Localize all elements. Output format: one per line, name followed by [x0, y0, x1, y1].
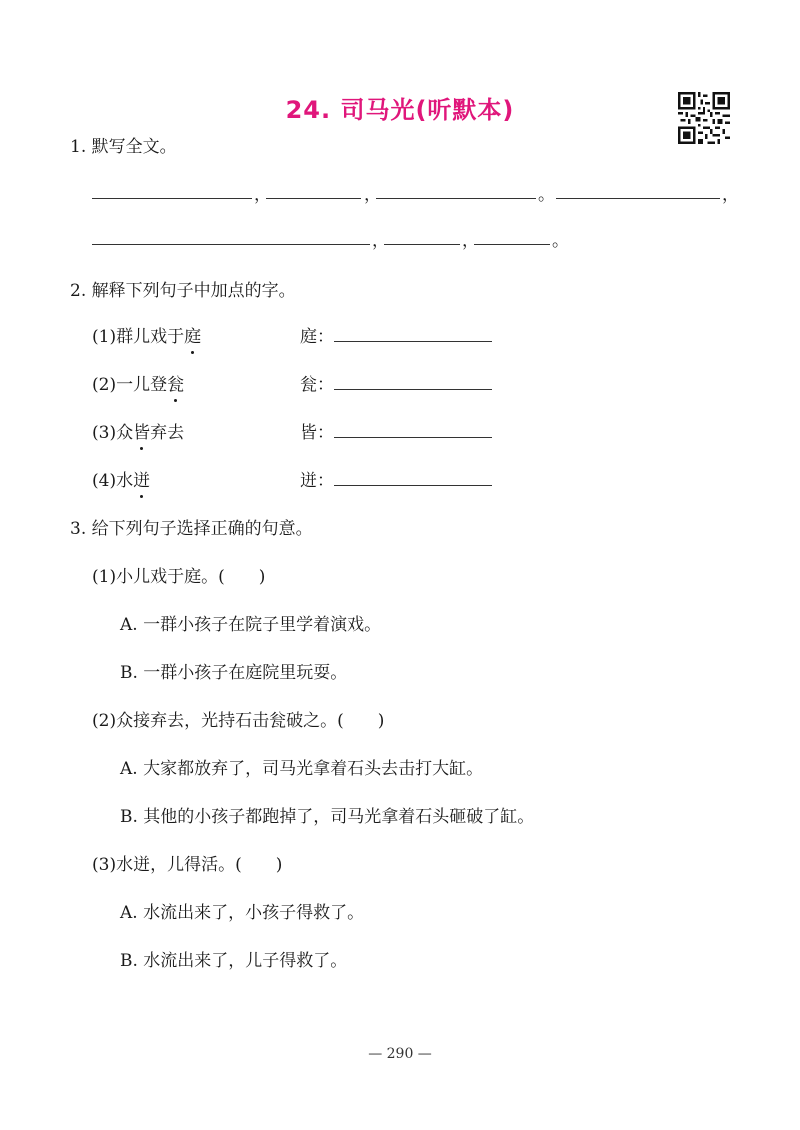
- q3-option-b[interactable]: B. 一群小孩子在庭院里玩耍。: [120, 663, 348, 683]
- q3-option-a[interactable]: A. 一群小孩子在院子里学着演戏。: [120, 615, 382, 635]
- answer-blank[interactable]: [334, 375, 492, 390]
- sentence-text: 一儿登: [116, 375, 168, 395]
- page-number: — 290 —: [368, 1046, 432, 1062]
- q3-sentence[interactable]: (1)小儿戏于庭。( ): [92, 567, 266, 587]
- answer-blank[interactable]: [334, 423, 492, 438]
- punctuation: ，: [254, 185, 271, 205]
- q3-option-a[interactable]: A. 大家都放弃了，司马光拿着石头去击打大缸。: [120, 759, 484, 779]
- punctuation: ，: [722, 185, 739, 205]
- punctuation: 。: [552, 231, 569, 251]
- answer-blank[interactable]: [334, 327, 492, 342]
- question-2-stem: 2. 解释下列句子中加点的字。: [70, 281, 296, 301]
- answer-blank[interactable]: [92, 198, 252, 199]
- q3-option-a[interactable]: A. 水流出来了，小孩子得救了。: [120, 903, 365, 923]
- sentence-text: 众: [116, 423, 134, 443]
- q3-sentence[interactable]: (3)水迸，儿得活。( ): [92, 855, 283, 875]
- sentence-text: 水: [116, 471, 134, 491]
- q3-option-b[interactable]: B. 其他的小孩子都跑掉了，司马光拿着石头砸破了缸。: [120, 807, 535, 827]
- dotted-character: 迸: [133, 466, 150, 491]
- sentence-text: 群儿戏于: [116, 327, 185, 347]
- question-3-stem: 3. 给下列句子选择正确的句意。: [70, 519, 313, 539]
- item-number: (1): [92, 327, 117, 347]
- q2-item-answer: [300, 370, 492, 395]
- punctuation: ，: [462, 231, 479, 251]
- item-number: (4): [92, 471, 117, 491]
- q2-item-answer: [300, 418, 492, 443]
- q3-sentence[interactable]: (2)众接弃去，光持石击瓮破之。( ): [92, 711, 385, 731]
- dotted-character: 庭: [184, 322, 201, 347]
- question-1-stem: 1. 默写全文。: [70, 137, 177, 157]
- qr-code-icon: [678, 92, 730, 144]
- q2-item-answer: [300, 322, 492, 347]
- q2-item-sentence: [92, 322, 201, 347]
- dotted-character: 皆: [133, 418, 150, 443]
- answer-blank[interactable]: [376, 198, 536, 199]
- punctuation: 。: [538, 185, 555, 205]
- answer-label: 迸：: [300, 471, 334, 491]
- answer-blank[interactable]: [556, 198, 720, 199]
- answer-label: 庭：: [300, 327, 334, 347]
- answer-blank[interactable]: [92, 244, 370, 245]
- punctuation: ，: [364, 185, 381, 205]
- dotted-character: 瓮: [167, 370, 184, 395]
- q2-item-sentence: [92, 418, 184, 443]
- q3-option-b[interactable]: B. 水流出来了，儿子得救了。: [120, 951, 348, 971]
- answer-label: 皆：: [300, 423, 334, 443]
- answer-blank[interactable]: [474, 244, 550, 245]
- sentence-text: 弃去: [150, 423, 185, 443]
- answer-blank[interactable]: [334, 471, 492, 486]
- q2-item-sentence: [92, 466, 150, 491]
- answer-label: 瓮：: [300, 375, 334, 395]
- q2-item-answer: [300, 466, 492, 491]
- item-number: (3): [92, 423, 117, 443]
- item-number: (2): [92, 375, 117, 395]
- q2-item-sentence: [92, 370, 184, 395]
- answer-blank[interactable]: [384, 244, 460, 245]
- page-title: 24. 司马光(听默本): [285, 96, 515, 124]
- answer-blank[interactable]: [266, 198, 361, 199]
- punctuation: ，: [372, 231, 389, 251]
